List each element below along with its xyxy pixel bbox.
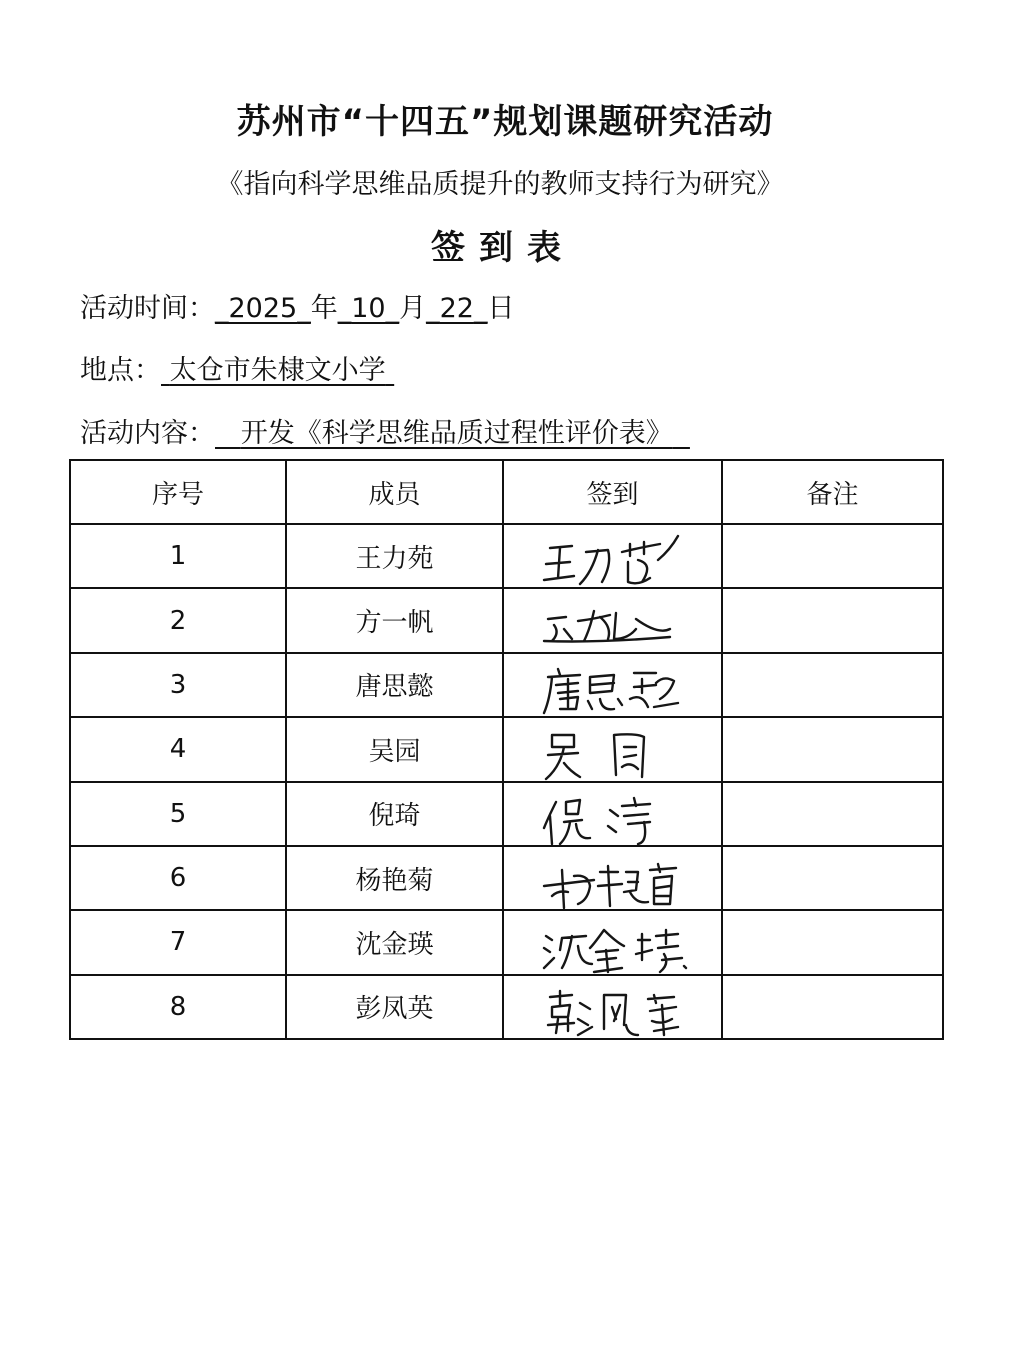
- remarks-cell: [722, 653, 943, 717]
- remarks-cell: [722, 588, 943, 652]
- table-row: [70, 588, 943, 652]
- table-row: [70, 782, 943, 846]
- signature-cell: [503, 782, 722, 846]
- member-name: 吴园: [286, 717, 503, 781]
- remarks-cell: [722, 524, 943, 588]
- sheet-title: 签到表: [431, 228, 575, 268]
- time-month: _10_: [337, 293, 400, 324]
- signature-cell: [503, 524, 722, 588]
- row-number: 5: [70, 782, 286, 846]
- remarks-cell: [722, 975, 943, 1039]
- row-number: 7: [70, 910, 286, 974]
- member-name: 杨艳菊: [286, 846, 503, 910]
- header-signature: 签到: [503, 460, 722, 524]
- header-member: 成员: [286, 460, 503, 524]
- remarks-cell: [722, 717, 943, 781]
- signature-cell: [503, 653, 722, 717]
- table-row: [70, 717, 943, 781]
- handwritten-signature: [538, 856, 688, 912]
- handwritten-signature: [538, 663, 688, 719]
- table-row: [70, 846, 943, 910]
- header-number: 序号: [70, 460, 286, 524]
- page-subtitle: 《指向科学思维品质提升的教师支持行为研究》: [216, 169, 784, 200]
- member-name: 唐思懿: [286, 653, 503, 717]
- time-year: _2025_: [215, 293, 311, 324]
- time-day: _22_: [426, 293, 488, 324]
- table-row: [70, 975, 943, 1039]
- table-row: [70, 653, 943, 717]
- table-header-row: [70, 460, 943, 524]
- page-title: 苏州市“十四五”规划课题研究活动: [236, 102, 774, 142]
- row-number: 8: [70, 975, 286, 1039]
- signature-cell: [503, 717, 722, 781]
- row-number: 4: [70, 717, 286, 781]
- handwritten-signature: [538, 792, 688, 848]
- place-field: [80, 348, 394, 387]
- content-value: 开发《科学思维品质过程性评价表》: [240, 418, 673, 449]
- handwritten-signature: [538, 599, 688, 655]
- sign-in-table: [69, 459, 944, 1040]
- handwritten-signature: [538, 985, 688, 1041]
- time-year-unit: 年: [310, 293, 338, 324]
- content-label: 活动内容：: [80, 418, 215, 449]
- signature-cell: [503, 846, 722, 910]
- row-number: 6: [70, 846, 286, 910]
- signature-cell: [503, 588, 722, 652]
- member-name: 方一帆: [286, 588, 503, 652]
- signature-cell: [503, 910, 722, 974]
- signature-cell: [503, 975, 722, 1039]
- activity-time-field: [80, 286, 514, 325]
- remarks-cell: [722, 910, 943, 974]
- table-row: [70, 910, 943, 974]
- content-field: [80, 411, 690, 450]
- row-number: 1: [70, 524, 286, 588]
- time-day-unit: 日: [487, 293, 515, 324]
- handwritten-signature: [538, 534, 688, 590]
- handwritten-signature: [538, 727, 688, 783]
- place-label: 地点：: [80, 355, 161, 386]
- member-name: 彭凤英: [286, 975, 503, 1039]
- row-number: 3: [70, 653, 286, 717]
- handwritten-signature: [538, 920, 688, 976]
- remarks-cell: [722, 846, 943, 910]
- remarks-cell: [722, 782, 943, 846]
- header-remarks: 备注: [722, 460, 943, 524]
- table-row: [70, 524, 943, 588]
- member-name: 沈金瑛: [286, 910, 503, 974]
- place-value: 太仓市朱棣文小学: [169, 355, 386, 386]
- time-month-unit: 月: [399, 293, 427, 324]
- row-number: 2: [70, 588, 286, 652]
- time-label: 活动时间：: [80, 293, 215, 324]
- member-name: 倪琦: [286, 782, 503, 846]
- member-name: 王力苑: [286, 524, 503, 588]
